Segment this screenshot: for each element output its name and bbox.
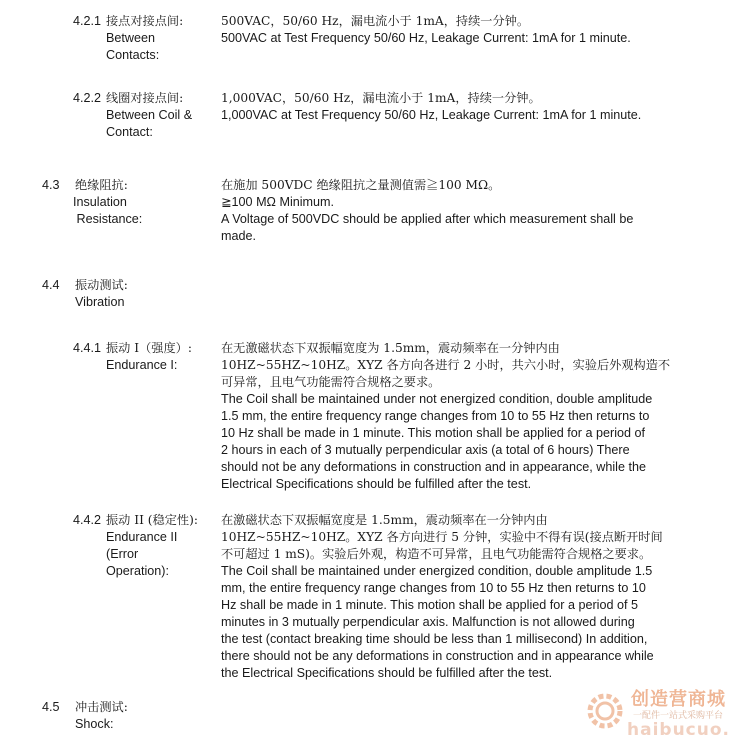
section-number: 4.4.1: [73, 341, 102, 355]
section-title-en: Insulation Resistance:: [73, 195, 143, 226]
watermark-brand: 创造营商城: [631, 689, 726, 710]
body-text-cn: 在施加 500VDC 绝缘阻抗之量测值需≧100 MΩ。: [221, 178, 501, 192]
section-body: [221, 90, 711, 124]
body-text-cn: 在激磁状态下双振幅宽度是 1.5mm，震动频率在一分钟内由 10HZ~55HZ~10HZ。XYZ 各方向进行 5 分钟，实验中不得有误(接点断开时间 不可超过 1 mS)。实验后外观，构造不可异常，且电气功能需符合规格之要求。: [221, 513, 663, 561]
section-number: 4.2.2: [73, 91, 102, 105]
section-number: 4.2.1: [73, 14, 102, 28]
section-body: [221, 13, 711, 47]
section-title-cn: 线圈对接点间:: [106, 91, 184, 105]
section-body: [221, 512, 711, 682]
section-title-en: Vibration: [75, 295, 125, 309]
section-number: 4.4: [42, 278, 60, 292]
gear-logo-icon: [585, 691, 625, 731]
section-body: [221, 177, 711, 245]
section-title-cn: 振动 I（强度）:: [106, 341, 192, 355]
watermark-url: haibucuo.: [627, 720, 730, 740]
section-title-cn: 振动测试:: [75, 278, 128, 292]
body-text-cn: 500VAC，50/60 Hz，漏电流小于 1mA，持续一分钟。: [221, 14, 530, 28]
section-number: 4.3: [42, 178, 60, 192]
section-number: 4.4.2: [73, 513, 102, 527]
body-text-en: The Coil shall be maintained under not energized condition, double amplitude 1.5 mm, the entire frequency range changes from 10 to 55 Hz then returns to 10 Hz shall be made in 1 minute. This motion shall be applied for a period of 2 hours in each of 3 mutually perpendicular axis (a total of 6 hours) There should not be any deformations in construction and in appearance, while the Electrical Specifications should be fulfilled after the test.: [221, 392, 653, 491]
section-title-cn: 冲击测试:: [75, 700, 128, 714]
watermark-logo: [583, 683, 755, 741]
section-body: [221, 340, 711, 493]
section-title-en: Endurance I:: [106, 358, 178, 372]
section-title-cn: 接点对接点间:: [106, 14, 184, 28]
section-title-cn: 绝缘阻抗:: [75, 178, 128, 192]
body-text-en-2: A Voltage of 500VDC should be applied after which measurement shall be made.: [221, 212, 634, 243]
body-text-en: The Coil shall be maintained under energized condition, double amplitude 1.5 mm, the entire frequency range changes from 10 to 55 Hz then returns to 10 Hz shall be made in 1 minute. This motion shall be applied for a period of 5 minutes in 3 mutually perpendicular axis. Malfunction is not allowed during the test (contact breaking time should be less than 1 millisecond) In addition, there should not be any deformations in construction and in appearance while the Electrical Specifications should be fulfilled after the test.: [221, 564, 654, 680]
body-text-en: 500VAC at Test Frequency 50/60 Hz, Leakage Current: 1mA for 1 minute.: [221, 31, 631, 45]
section-title-en: Between Coil & Contact:: [106, 108, 193, 139]
body-text-cn: 1,000VAC，50/60 Hz，漏电流小于 1mA，持续一分钟。: [221, 91, 541, 105]
body-text-en-1: ≧100 MΩ Minimum.: [221, 195, 335, 209]
section-title-cn: 振动 II (稳定性):: [106, 513, 198, 527]
body-text-cn: 在无激磁状态下双振幅宽度为 1.5mm，震动频率在一分钟内由 10HZ~55HZ~10HZ。XYZ 各方向各进行 2 小时，共六小时，实验后外观构造不 可异常，且电气功能需符合规格之要求。: [221, 341, 671, 389]
section-title-en: Endurance II (Error Operation):: [106, 530, 178, 578]
watermark-slogan: 一配件一站式采购平台: [633, 711, 724, 721]
body-text-en: 1,000VAC at Test Frequency 50/60 Hz, Leakage Current: 1mA for 1 minute.: [221, 108, 642, 122]
section-number: 4.5: [42, 700, 60, 714]
section-title-en: Between Contacts:: [106, 31, 160, 62]
section-title-en: Shock:: [75, 717, 114, 731]
